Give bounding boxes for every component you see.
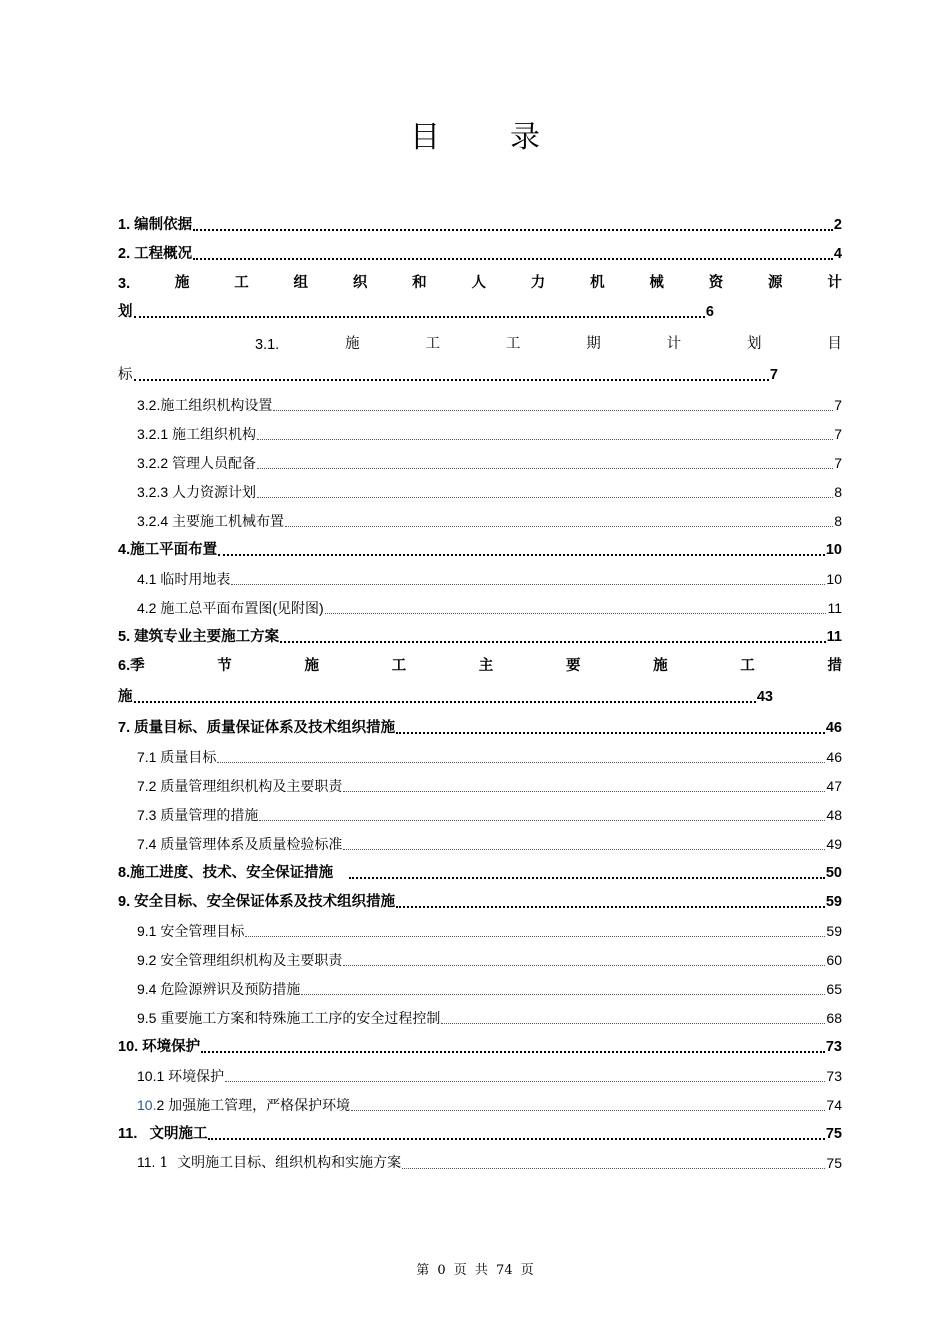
toc-entry-11-1[interactable]: 11. 1 文明施工目标、组织机构和实施方案 75 <box>137 1154 842 1171</box>
toc-entry-5[interactable]: 5. 建筑专业主要施工方案 11 <box>118 629 842 645</box>
toc-entry-9[interactable]: 9. 安全目标、安全保证体系及技术组织措施 59 <box>118 894 842 910</box>
toc-entry-3-2-4[interactable]: 3.2.4 主要施工机械布置 8 <box>137 513 842 529</box>
toc-entry-3-line1[interactable]: 3. 施 工 组 织 和 人 力 机 械 资 源 计 <box>118 275 842 292</box>
toc-entry-3-1-line1[interactable]: 3.1. 施 工 工 期 计 划 目 <box>255 336 842 353</box>
toc-entry-8[interactable]: 8.施工进度、技术、安全保证措施 50 <box>118 865 842 881</box>
toc-entry-2[interactable]: 2. 工程概况 4 <box>118 246 842 262</box>
toc-entry-7-3[interactable]: 7.3 质量管理的措施 48 <box>137 807 842 823</box>
toc-entry-1[interactable]: 1. 编制依据 2 <box>118 217 842 233</box>
page-title: 目录 <box>410 120 610 155</box>
toc-entry-4[interactable]: 4.施工平面布置 10 <box>118 542 842 558</box>
toc-entry-3-line2[interactable]: 划 6 <box>118 304 714 320</box>
toc-entry-3-1-line2[interactable]: 标 7 <box>118 367 778 383</box>
toc-entry-11[interactable]: 11. 文明施工 75 <box>118 1126 842 1142</box>
toc-entry-3-2-2[interactable]: 3.2.2 管理人员配备 7 <box>137 455 842 471</box>
page-footer: 第 0 页 共 74 页 <box>416 1263 534 1278</box>
toc-entry-7-2[interactable]: 7.2 质量管理组织机构及主要职责 47 <box>137 778 842 794</box>
toc-entry-10-1[interactable]: 10.1 环境保护 73 <box>137 1068 842 1084</box>
toc-entry-7[interactable]: 7. 质量目标、质量保证体系及技术组织措施 46 <box>118 720 842 736</box>
toc-entry-9-5[interactable]: 9.5 重要施工方案和特殊施工工序的安全过程控制 68 <box>137 1010 842 1026</box>
toc-entry-10[interactable]: 10. 环境保护 73 <box>118 1039 842 1055</box>
toc-entry-7-4[interactable]: 7.4 质量管理体系及质量检验标准 49 <box>137 836 842 852</box>
toc-entry-3-2-3[interactable]: 3.2.3 人力资源计划 8 <box>137 484 842 500</box>
toc-entry-3-2[interactable]: 3.2.施工组织机构设置 7 <box>137 397 842 413</box>
toc-entry-6-line2[interactable]: 施 43 <box>118 689 773 705</box>
toc-entry-3-2-1[interactable]: 3.2.1 施工组织机构 7 <box>137 426 842 442</box>
toc-entry-9-2[interactable]: 9.2 安全管理组织机构及主要职责 60 <box>137 952 842 968</box>
toc-entry-9-4[interactable]: 9.4 危险源辨识及预防措施 65 <box>137 981 842 997</box>
toc-entry-4-1[interactable]: 4.1 临时用地表 10 <box>137 571 842 587</box>
toc-entry-6-line1[interactable]: 6.季 节 施 工 主 要 施 工 措 <box>118 658 842 674</box>
toc-entry-9-1[interactable]: 9.1 安全管理目标 59 <box>137 923 842 939</box>
toc-entry-7-1[interactable]: 7.1 质量目标 46 <box>137 749 842 765</box>
toc-entry-4-2[interactable]: 4.2 施工总平面布置图(见附图) 11 <box>137 600 842 616</box>
toc-entry-10-2[interactable]: 10.2 加强施工管理，严格保护环境 74 <box>137 1097 842 1113</box>
